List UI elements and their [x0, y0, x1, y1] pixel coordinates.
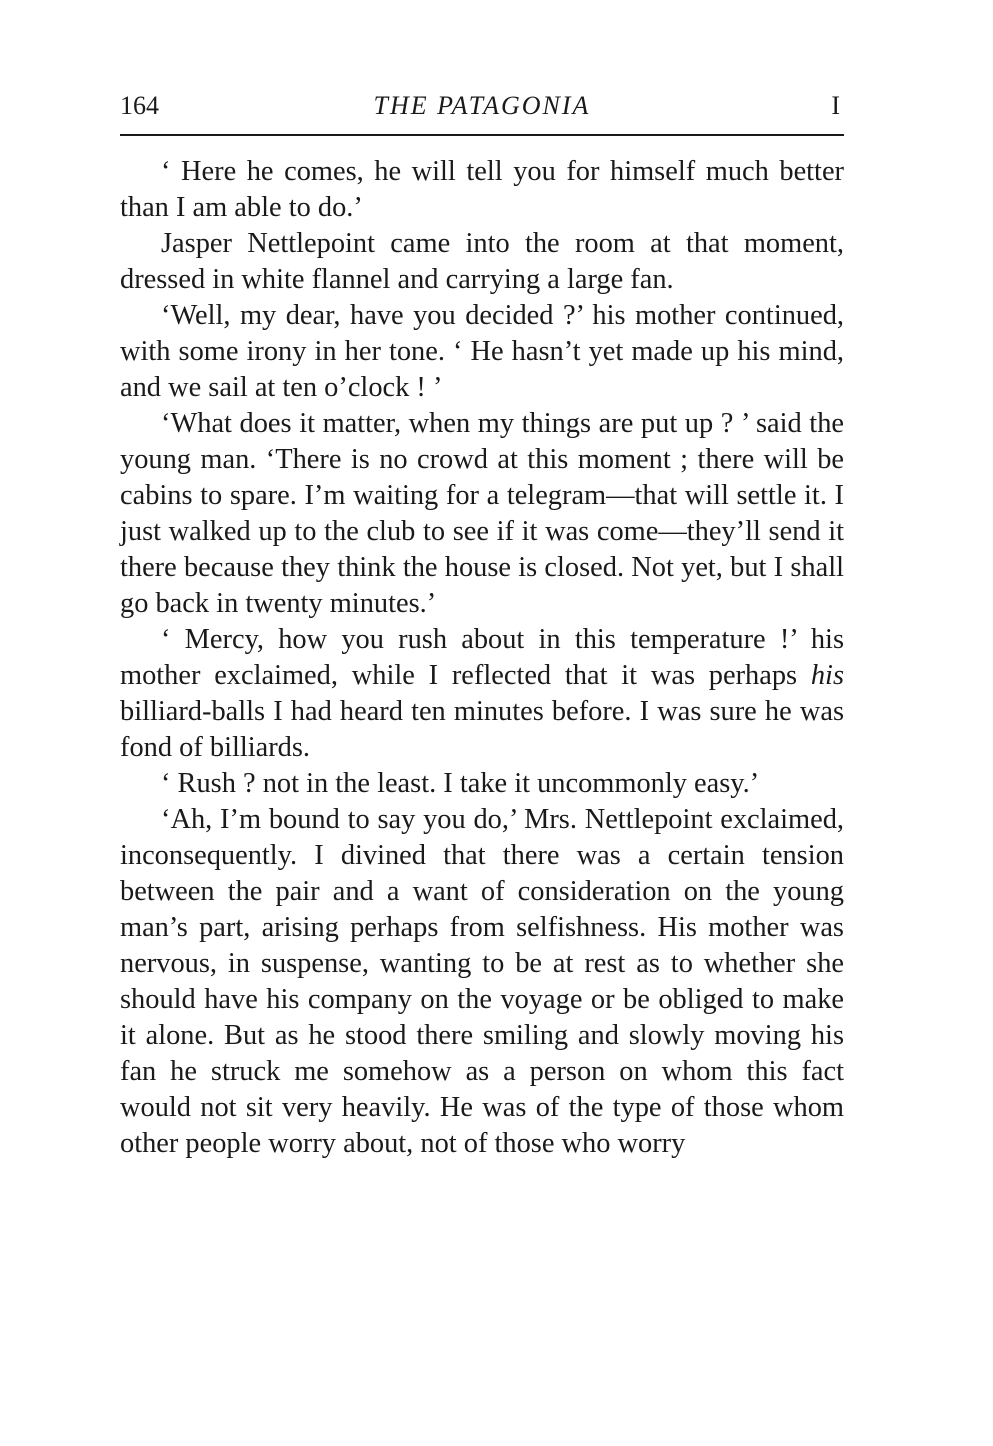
header-rule — [120, 134, 844, 136]
paragraph-5-lead: ‘ Mercy, how you rush about in this temperature !’ his mother exclaimed, while I reflected that it was perhaps — [120, 624, 844, 691]
book-page — [120, 82, 844, 1162]
paragraph-1: ‘ Here he comes, he will tell you for himself much better than I am able to do.’ — [120, 156, 844, 223]
paragraph-3: ‘Well, my dear, have you decided ?’ his mother continued, with some irony in her tone. ‘ He hasn’t yet made up his mind, and we sail at ten o’clock ! ’ — [120, 300, 844, 403]
paragraph-6: ‘ Rush ? not in the least. I take it uncommonly easy.’ — [161, 768, 760, 799]
paragraph-5 — [120, 622, 844, 766]
paragraph-4: ‘What does it matter, when my things are put up ? ’ said the young man. ‘There is no crowd at this moment ; there will be cabins to spare. I’m waiting for a telegram—that will settle it. I just walked up to the club to see if it was come—they’ll send it there because they think the house is closed. Not yet, but I shall go back in twenty minutes.’ — [120, 408, 844, 619]
running-head — [120, 82, 844, 130]
body-text — [120, 154, 844, 1162]
paragraph-7: ‘Ah, I’m bound to say you do,’ Mrs. Nettlepoint exclaimed, inconsequently. I divined that there was a certain tension between the pair and a want of consideration on the young man’s part, arising perhaps from selfishness. His mother was nervous, in suspense, wanting to be at rest as to whether she should have his company on the voyage or be obliged to make it alone. But as he stood there smiling and slowly moving his fan he struck me somehow as a person on whom this fact would not sit very heavily. He was of the type of those whom other people worry about, not of those who worry — [120, 804, 844, 1159]
italic-emphasis: his — [810, 660, 844, 691]
paragraph-5-rest: billiard-balls I had heard ten minutes before. I was sure he was fond of billiards. — [120, 696, 844, 763]
running-title: THE PATAGONIA — [373, 91, 591, 120]
signature-mark: I — [831, 91, 840, 120]
paragraph-2: Jasper Nettlepoint came into the room at that moment, dressed in white flannel and carrying a large fan. — [120, 228, 844, 295]
page-number: 164 — [120, 91, 159, 120]
